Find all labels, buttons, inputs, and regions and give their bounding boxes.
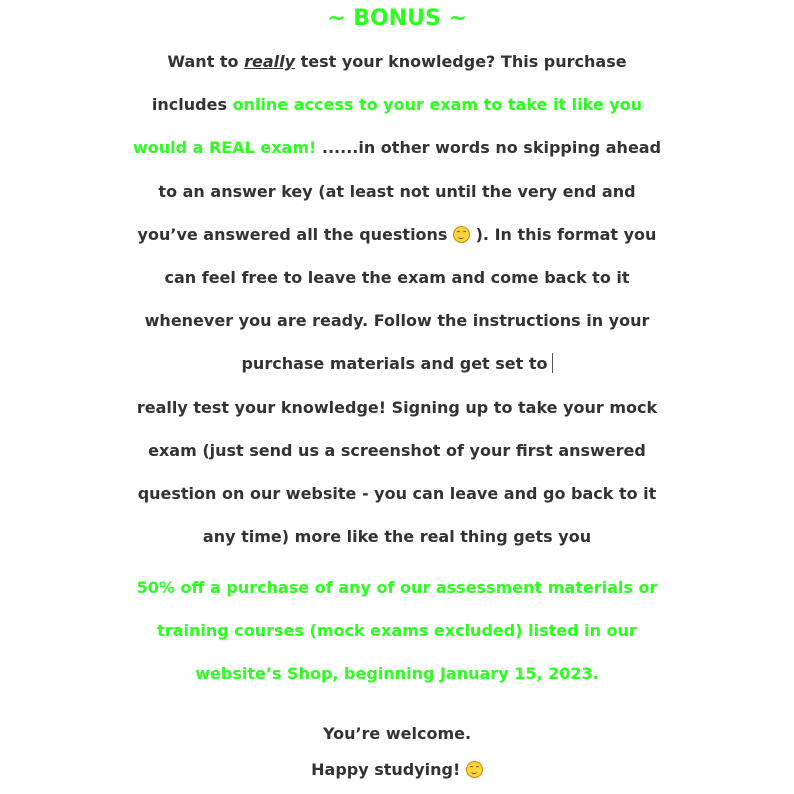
desc-text-2: test your knowledge? This purchase includes — [151, 52, 627, 115]
closing-message — [0, 716, 794, 788]
smiling-face-icon — [466, 761, 483, 778]
desc-text-5: really test your knowledge! Signing up to take your mock exam (just send us a screenshot of your first answered question on our website - you can leave and go back to it any time) more like the real thing gets you — [136, 397, 658, 547]
smiling-face-icon — [453, 226, 470, 243]
desc-text-1: Want to — [167, 52, 245, 71]
emphasis-really: really — [244, 52, 296, 71]
discount-offer: 50% off a purchase of any of our assessment materials or training courses (mock exams excluded) listed in our website’s Shop, beginning January 15, 2023. — [136, 578, 658, 684]
closing-line-welcome: You’re welcome. — [322, 724, 472, 743]
online-access-highlight: online access to your exam to take it like you would a REAL exam! — [132, 95, 643, 158]
desc-text-3: ......in other words no skipping ahead to an answer key (at least not until the very end and you’ve answered all the questions — [137, 138, 662, 244]
desc-text-4: ). In this format you can feel free to leave the exam and come back to it whenever you are ready. Follow the instructions in your purchase materials and get set to — [144, 224, 657, 374]
bonus-description — [130, 40, 664, 558]
closing-line-studying — [0, 752, 794, 788]
page-title: ~ BONUS ~ — [327, 6, 467, 31]
text-cursor — [552, 353, 553, 373]
closing-line-studying-text: Happy studying! — [311, 760, 466, 779]
